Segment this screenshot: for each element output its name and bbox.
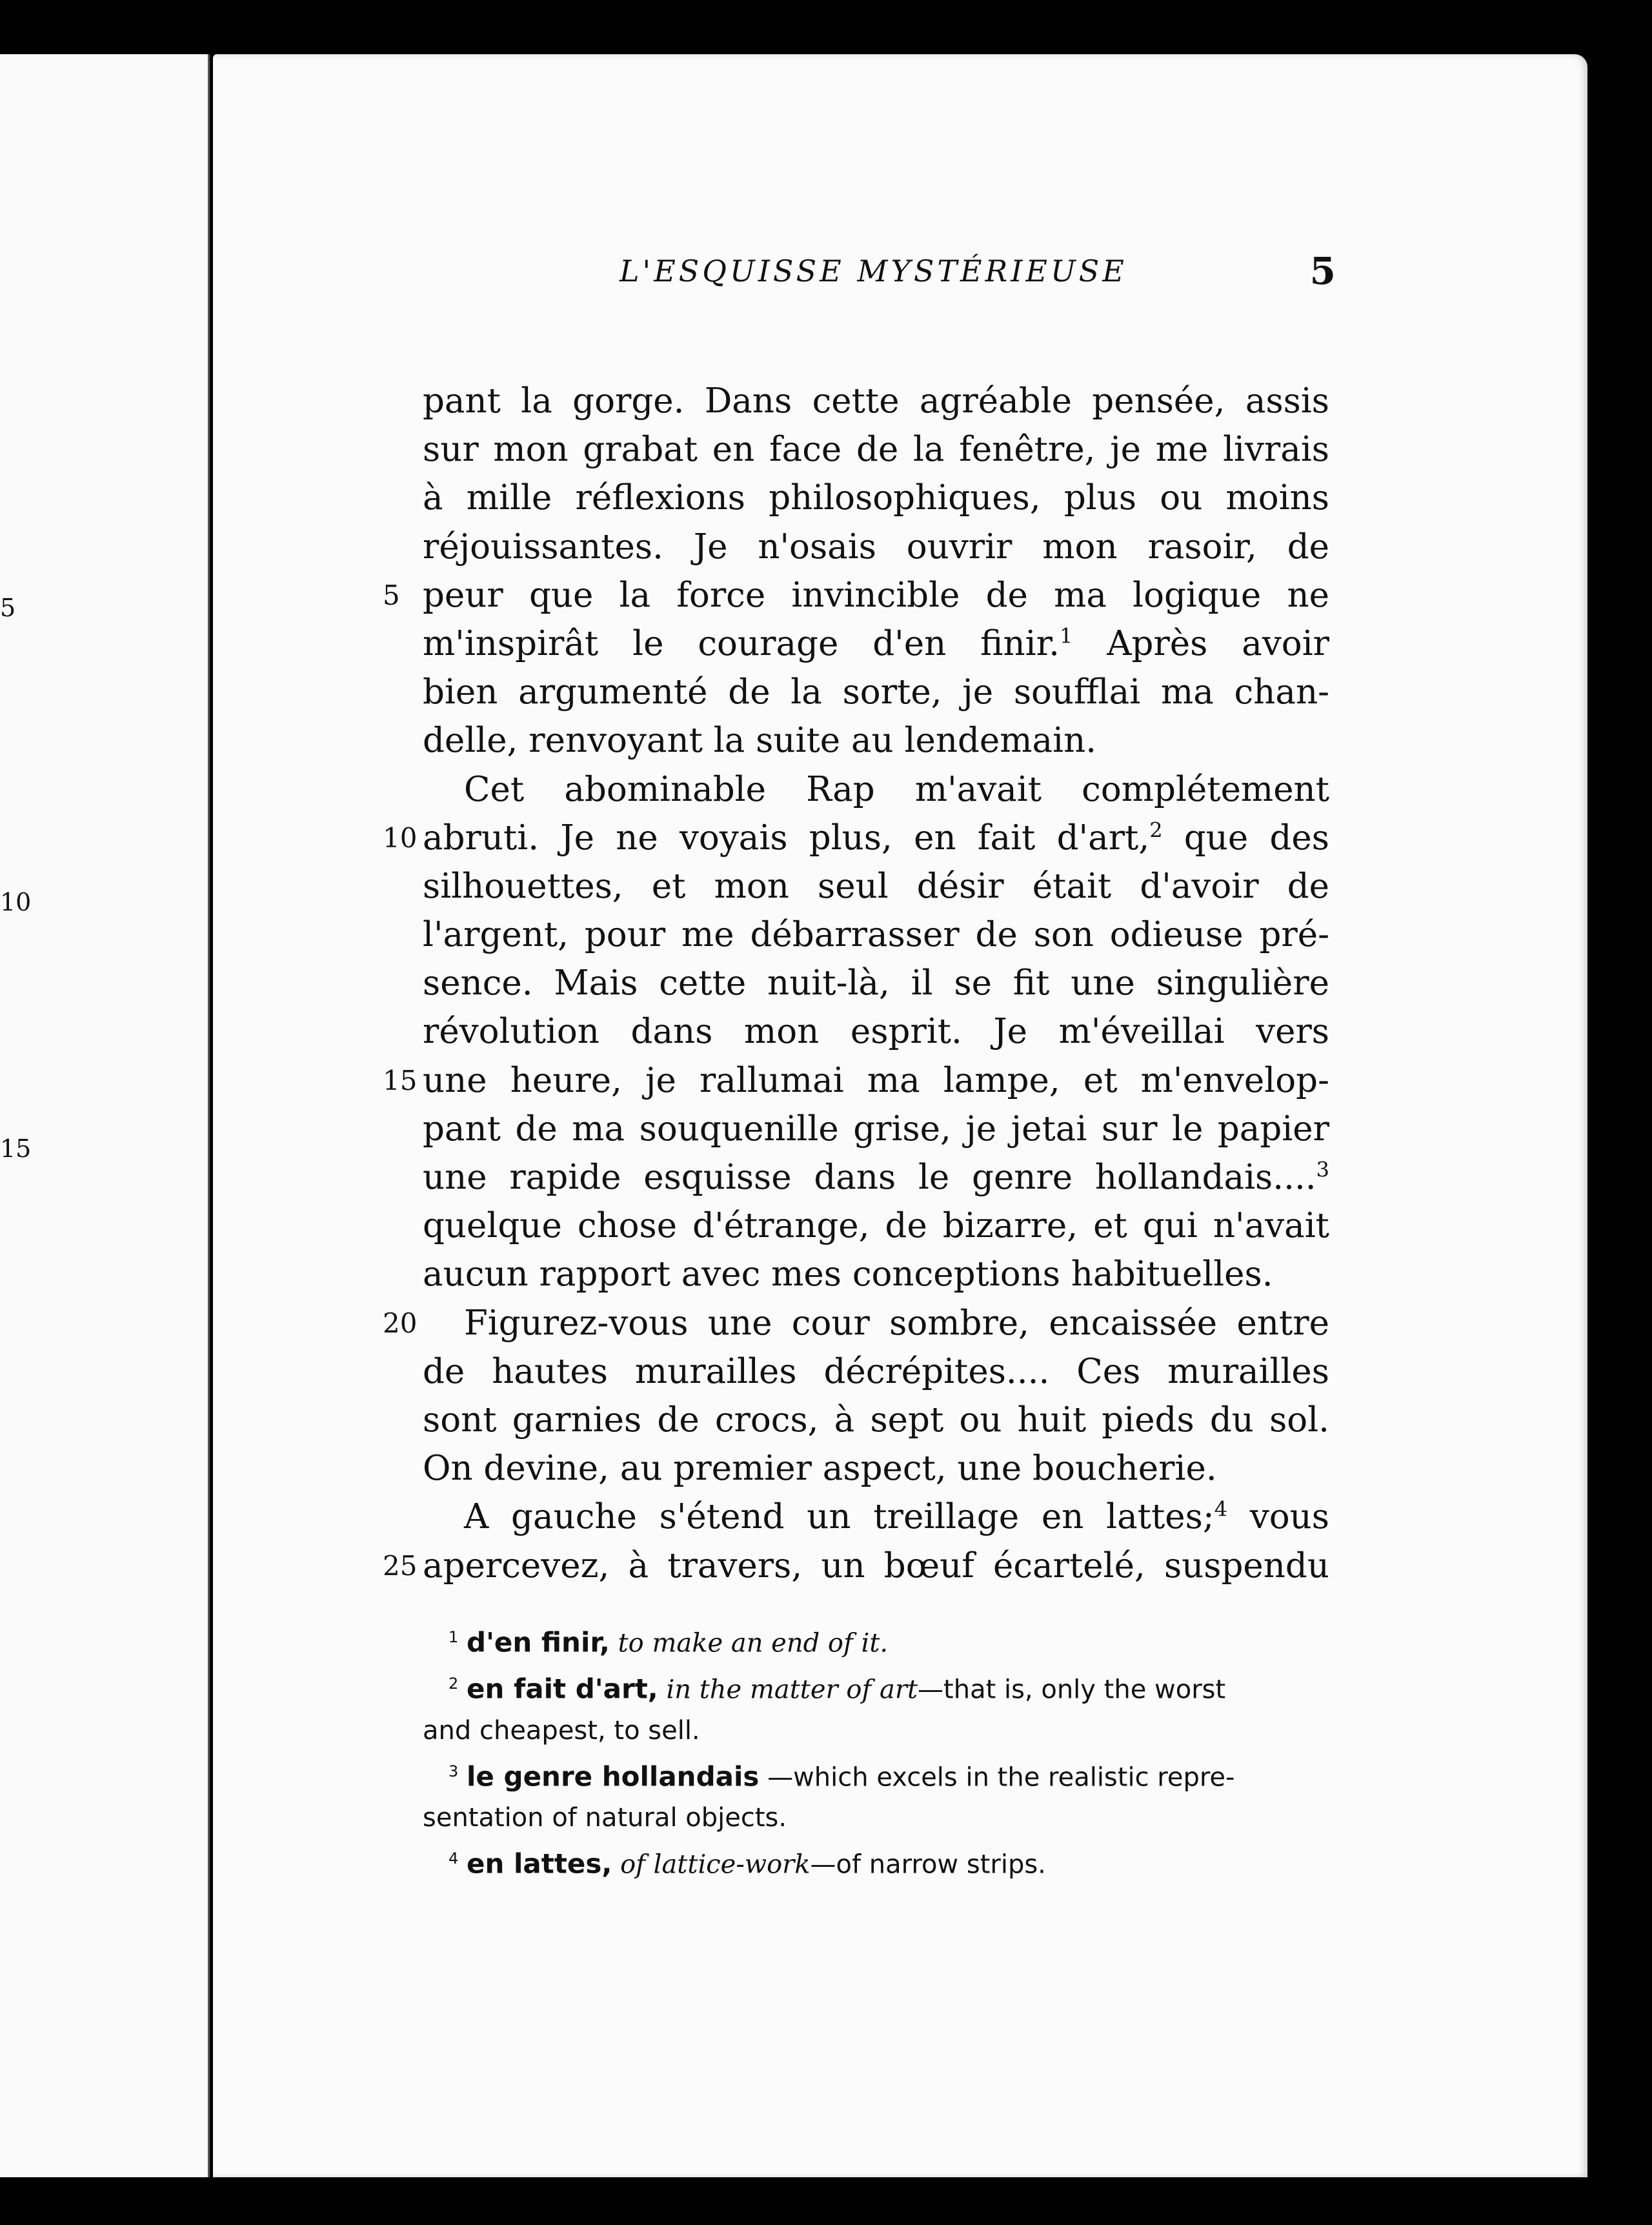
footnote xyxy=(423,1664,1329,1710)
text-line xyxy=(423,1007,1329,1056)
footnote-term: d'en finir, xyxy=(467,1626,610,1658)
text-line xyxy=(423,619,1329,668)
footnote xyxy=(423,1617,1329,1664)
line-text: abruti. Je ne voyais plus, en fait d'art, xyxy=(423,818,1150,858)
line-text: sur mon grabat en face de la fenêtre, je me livrais xyxy=(423,430,1329,470)
text-line xyxy=(423,1250,1329,1298)
line-text: m'inspirât le courage d'en finir. xyxy=(423,623,1060,663)
text-line xyxy=(423,959,1329,1007)
text-line xyxy=(423,377,1329,425)
line-text: révolution dans mon esprit. Je m'éveillai vers xyxy=(423,1012,1329,1052)
text-line xyxy=(423,862,1329,911)
left-margin-number: 5 xyxy=(0,594,16,622)
line-text: delle, renvoyant la suite au lendemain. xyxy=(423,721,1097,761)
left-margin-number: 10 xyxy=(0,888,32,916)
footnotes xyxy=(423,1617,1329,1885)
line-number: 5 xyxy=(383,579,400,611)
line-text: On devine, au premier aspect, une boucherie. xyxy=(423,1449,1217,1489)
text-line xyxy=(383,814,1329,862)
line-text: pant de ma souquenille grise, je jetai sur le papier xyxy=(423,1109,1329,1149)
footnote-reference[interactable]: 3 xyxy=(1316,1157,1329,1182)
line-text: de hautes murailles décrépites.... Ces murailles xyxy=(423,1351,1329,1391)
line-number: 15 xyxy=(383,1064,418,1096)
footnote xyxy=(423,1711,1329,1751)
running-head xyxy=(407,245,1336,297)
line-text: A gauche s'étend un treillage en lattes; xyxy=(464,1497,1214,1537)
text-line xyxy=(423,425,1329,474)
text-line xyxy=(423,911,1329,959)
footnote-reference[interactable]: 1 xyxy=(1059,623,1073,649)
line-text: que des xyxy=(1162,818,1329,858)
line-text: sence. Mais cette nuit-là, il se fit une singulière xyxy=(423,963,1329,1003)
text-line xyxy=(423,523,1329,571)
footnote-reference[interactable]: 2 xyxy=(1149,818,1163,843)
footnote-mark: 3 xyxy=(448,1762,459,1780)
line-text: Figurez-vous une cour sombre, encaissée entre xyxy=(464,1303,1329,1343)
text-line xyxy=(423,1493,1329,1541)
line-number: 25 xyxy=(383,1549,418,1582)
text-line xyxy=(423,765,1329,814)
line-text: une rapide esquisse dans le genre hollandais.... xyxy=(423,1158,1316,1197)
text-line xyxy=(383,1056,1329,1105)
line-number: 10 xyxy=(383,821,418,854)
line-text: vous xyxy=(1227,1497,1330,1537)
text-line xyxy=(423,716,1329,765)
line-text: une heure, je rallumai ma lampe, et m'envelop- xyxy=(423,1060,1329,1100)
running-title: L'ESQUISSE MYSTÉRIEUSE xyxy=(620,254,1127,288)
footnote-text: —of narrow strips. xyxy=(810,1849,1046,1880)
line-text: peur que la force invincible de ma logique ne xyxy=(423,575,1329,615)
footnote-gloss: of lattice-work xyxy=(620,1849,811,1880)
line-text: sont garnies de crocs, à sept ou huit pieds du sol. xyxy=(423,1400,1329,1440)
line-text: aucun rapport avec mes conceptions habituelles. xyxy=(423,1254,1273,1294)
footnote-term: le genre hollandais xyxy=(467,1760,760,1792)
text-line xyxy=(383,1299,1329,1347)
line-text: l'argent, pour me débarrasser de son odieuse pré- xyxy=(423,915,1329,955)
text-line xyxy=(423,1153,1329,1202)
footnote-text: and cheapest, to sell. xyxy=(423,1715,700,1746)
text-line xyxy=(423,668,1329,716)
footnote-text: sentation of natural objects. xyxy=(423,1802,787,1833)
facing-page-edge xyxy=(0,54,210,2177)
line-text: Cet abominable Rap m'avait complétement xyxy=(464,769,1329,809)
footnote-text: —which excels in the realistic repre- xyxy=(767,1762,1235,1792)
footnote xyxy=(423,1798,1329,1838)
line-text: bien argumenté de la sorte, je soufflai ma chan- xyxy=(423,672,1329,712)
line-text: apercevez, à travers, un bœuf écartelé, suspendu xyxy=(423,1545,1329,1586)
line-text: pant la gorge. Dans cette agréable pensée, assis xyxy=(423,381,1329,421)
footnote-mark: 2 xyxy=(448,1675,459,1693)
line-text: Après avoir xyxy=(1073,623,1330,663)
text-line xyxy=(423,1347,1329,1396)
text-line xyxy=(423,1202,1329,1250)
text-line xyxy=(383,571,1329,619)
text-line xyxy=(423,474,1329,522)
text-line xyxy=(383,1542,1329,1590)
left-margin-number: 15 xyxy=(0,1134,32,1163)
footnote-term: en lattes, xyxy=(467,1847,612,1880)
text-line xyxy=(423,1444,1329,1493)
text-line xyxy=(423,1396,1329,1444)
footnote xyxy=(423,1838,1329,1885)
line-text: à mille réflexions philosophiques, plus ou moins xyxy=(423,478,1329,518)
text-line xyxy=(423,1105,1329,1153)
line-number: 20 xyxy=(383,1307,418,1339)
footnote-reference[interactable]: 4 xyxy=(1214,1496,1228,1522)
footnote-gloss: to make an end of it. xyxy=(618,1628,889,1658)
line-text: silhouettes, et mon seul désir était d'avoir de xyxy=(423,866,1329,906)
footnote-term: en fait d'art, xyxy=(467,1673,658,1705)
footnote-mark: 1 xyxy=(448,1628,459,1646)
footnote-mark: 4 xyxy=(448,1849,459,1868)
footnote-text: —that is, only the worst xyxy=(918,1675,1226,1705)
page-number: 5 xyxy=(1309,249,1336,293)
body-text xyxy=(383,377,1330,1590)
footnote-gloss: in the matter of art xyxy=(666,1675,918,1705)
footnote xyxy=(423,1751,1329,1798)
line-text: réjouissantes. Je n'osais ouvrir mon rasoir, de xyxy=(423,527,1329,567)
line-text: quelque chose d'étrange, de bizarre, et qui n'avait xyxy=(423,1206,1329,1246)
